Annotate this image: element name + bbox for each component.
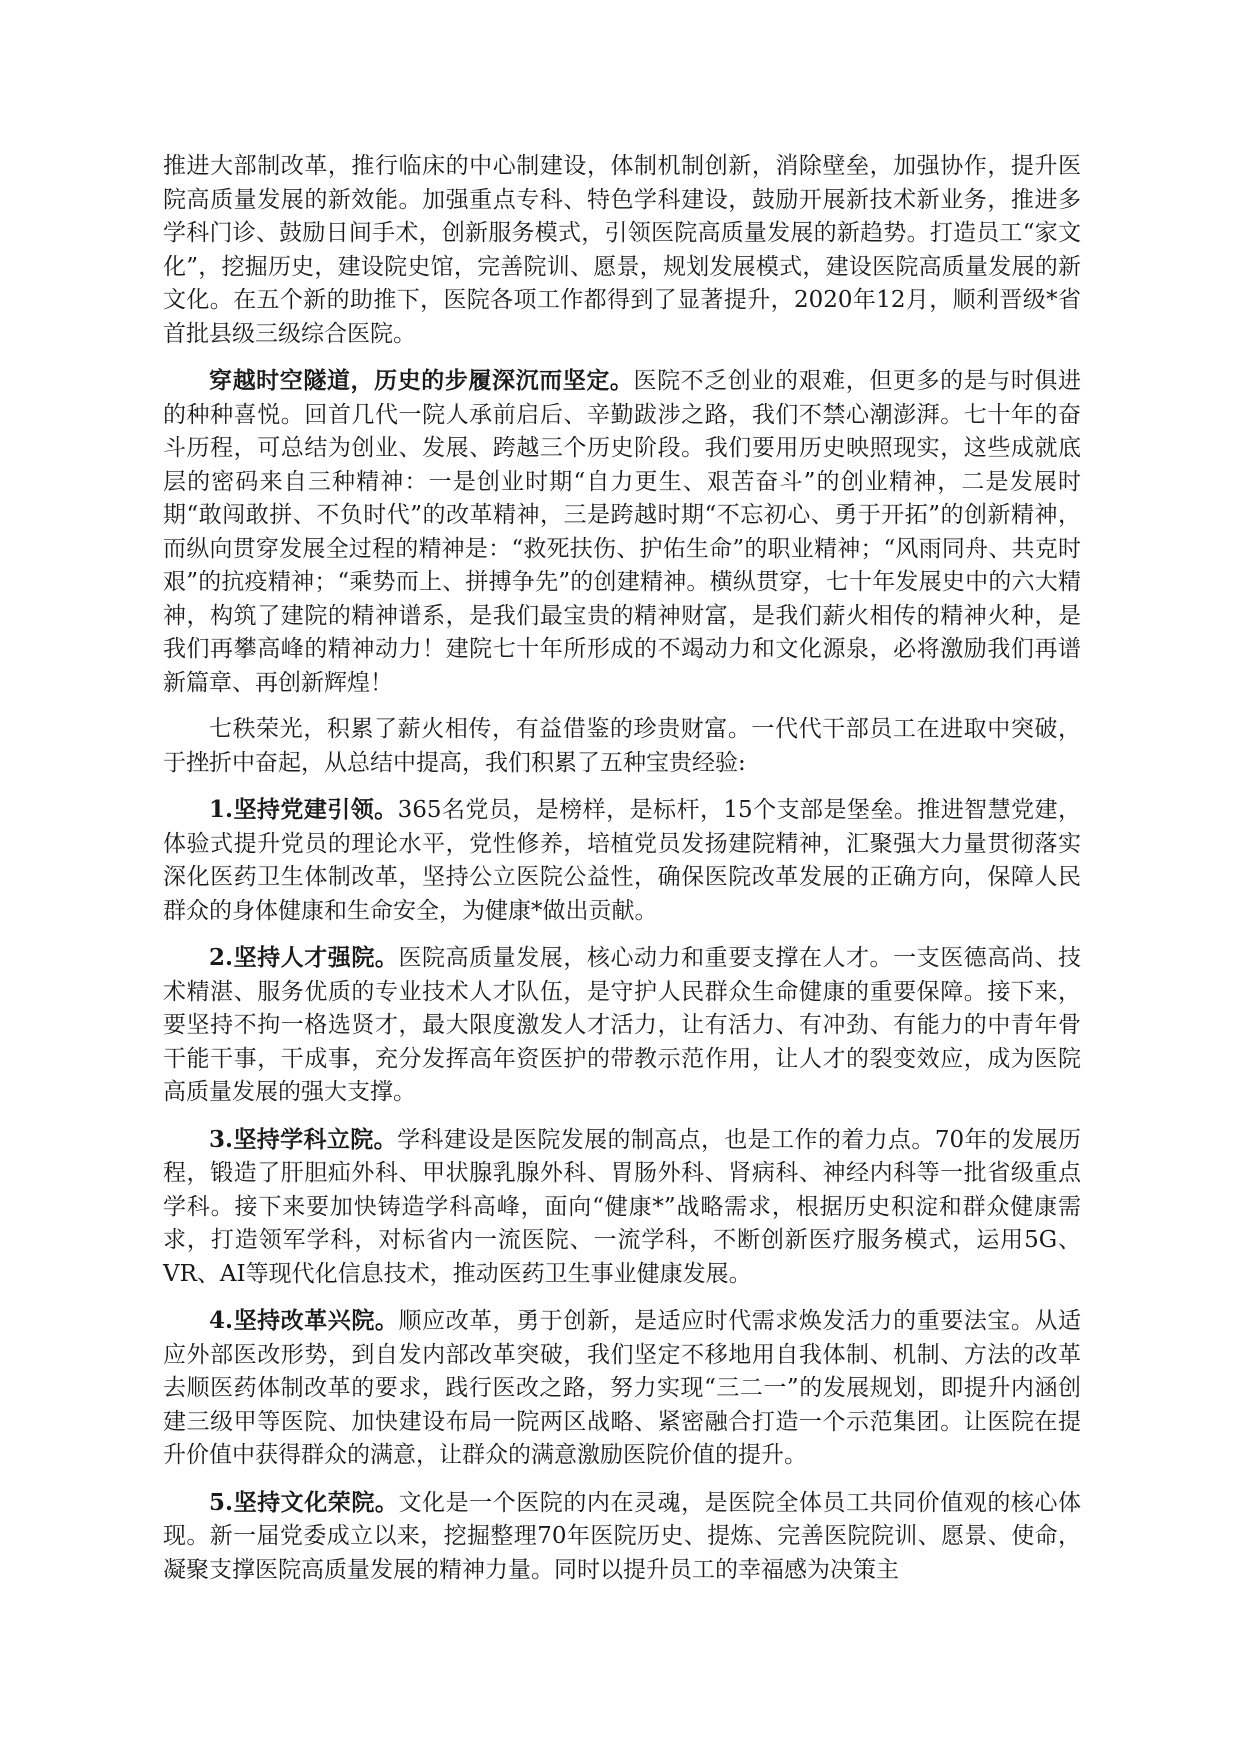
paragraph-3-text: 七秩荣光，积累了薪火相传，有益借鉴的珍贵财富。一代代干部员工在进取中突破，于挫折中奋起，从总结中提高，我们积累了五种宝贵经验: [163, 716, 1081, 776]
paragraph-2 [163, 364, 1081, 700]
paragraph-4-text: 365名党员，是榜样，是标杆，15个支部是堡垒。推进智慧党建，体验式提升党员的理论水平，党性修养，培植党员发扬建院精神，汇聚强大力量贯彻落实深化医药卫生体制改革，坚持公立医院公益性，确保医院改革发展的正确方向，保障人民群众的身体健康和生命安全，为健康*做出贡献。 [163, 797, 1081, 924]
paragraph-3 [163, 713, 1081, 780]
paragraph-1-text: 推进大部制改革，推行临床的中心制建设，体制机制创新，消除壁垒，加强协作，提升医院高质量发展的新效能。加强重点专科、特色学科建设，鼓励开展新技术新业务，推进多学科门诊、鼓励日间手术，创新服务模式，引领医院高质量发展的新趋势。打造员工“家文化”，挖掘历史，建设院史馆，完善院训、愿景，规划发展模式，建设医院高质量发展的新文化。在五个新的助推下，医院各项工作都得到了显著提升，2020年12月，顺利晋级*省首批县级三级综合医院。 [163, 153, 1081, 347]
paragraph-7-lead: 4.坚持改革兴院。 [209, 1307, 399, 1334]
paragraph-6-lead: 3.坚持学科立院。 [209, 1125, 398, 1153]
paragraph-6 [163, 1123, 1081, 1292]
paragraph-4-lead: 1.坚持党建引领。 [209, 796, 398, 823]
paragraph-1 [163, 150, 1081, 351]
paragraph-7 [163, 1304, 1081, 1473]
paragraph-8 [163, 1486, 1081, 1588]
paragraph-7-text: 顺应改革，勇于创新，是适应时代需求焕发活力的重要法宝。从适应外部医改形势，到自发内部改革突破，我们坚定不移地用自我体制、机制、方法的改革去顺医药体制改革的要求，践行医改之路，努力实现“三二一”的发展规划，即提升内涵创建三级甲等医院、加快建设布局一院两区战略、紧密融合打造一个示范集团。让医院在提升价值中获得群众的满意，让群众的满意激励医院价值的提升。 [163, 1308, 1081, 1468]
paragraph-8-text: 文化是一个医院的内在灵魂，是医院全体员工共同价值观的核心体现。新一届党委成立以来，挖掘整理70年医院历史、提炼、完善医院院训、愿景、使命，凝聚支撑医院高质量发展的精神力量。同时以提升员工的幸福感为决策主 [163, 1489, 1081, 1583]
paragraph-5-text: 医院高质量发展，核心动力和重要支撑在人才。一支医德高尚、技术精湛、服务优质的专业技术人才队伍，是守护人民群众生命健康的重要保障。接下来，要坚持不拘一格选贤才，最大限度激发人才活力，让有活力、有冲劲、有能力的中青年骨干能干事，干成事，充分发挥高年资医护的带教示范作用，让人才的裂变效应，成为医院高质量发展的强大支撑。 [163, 945, 1081, 1105]
paragraph-5-lead: 2.坚持人才强院。 [209, 944, 399, 971]
paragraph-6-text: 学科建设是医院发展的制高点，也是工作的着力点。70年的发展历程，锻造了肝胆疝外科、甲状腺乳腺外科、胃肠外科、肾病科、神经内科等一批省级重点学科。接下来要加快铸造学科高峰，面向“健康*”战略需求，根据历史积淀和群众健康需求，打造领军学科，对标省内一流医院、一流学科，不断创新医疗服务模式，运用5G、VR、AI等现代化信息技术，推动医药卫生事业健康发展。 [163, 1126, 1081, 1287]
paragraph-2-lead: 穿越时空隧道，历史的步履深沉而坚定。 [209, 367, 634, 394]
paragraph-5 [163, 941, 1081, 1110]
paragraph-8-lead: 5.坚持文化荣院。 [209, 1488, 399, 1516]
paragraph-4 [163, 793, 1081, 928]
document-body [163, 150, 1081, 1600]
paragraph-2-text: 医院不乏创业的艰难，但更多的是与时俱进的种种喜悦。回首几代一院人承前启后、辛勤跋涉之路，我们不禁心潮澎湃。七十年的奋斗历程，可总结为创业、发展、跨越三个历史阶段。我们要用历史映照现实，这些成就底层的密码来自三种精神：一是创业时期“自力更生、艰苦奋斗”的创业精神，二是发展时期“敢闯敢拼、不负时代”的改革精神，三是跨越时期“不忘初心、勇于开拓”的创新精神，而纵向贯穿发展全过程的精神是：“救死扶伤、护佑生命”的职业精神；“风雨同舟、共克时艰”的抗疫精神；“乘势而上、拼搏争先”的创建精神。横纵贯穿，七十年发展史中的六大精神，构筑了建院的精神谱系，是我们最宝贵的精神财富，是我们薪火相传的精神火种，是我们再攀高峰的精神动力！建院七十年所形成的不竭动力和文化源泉，必将激励我们再谱新篇章、再创新辉煌！ [163, 368, 1082, 696]
